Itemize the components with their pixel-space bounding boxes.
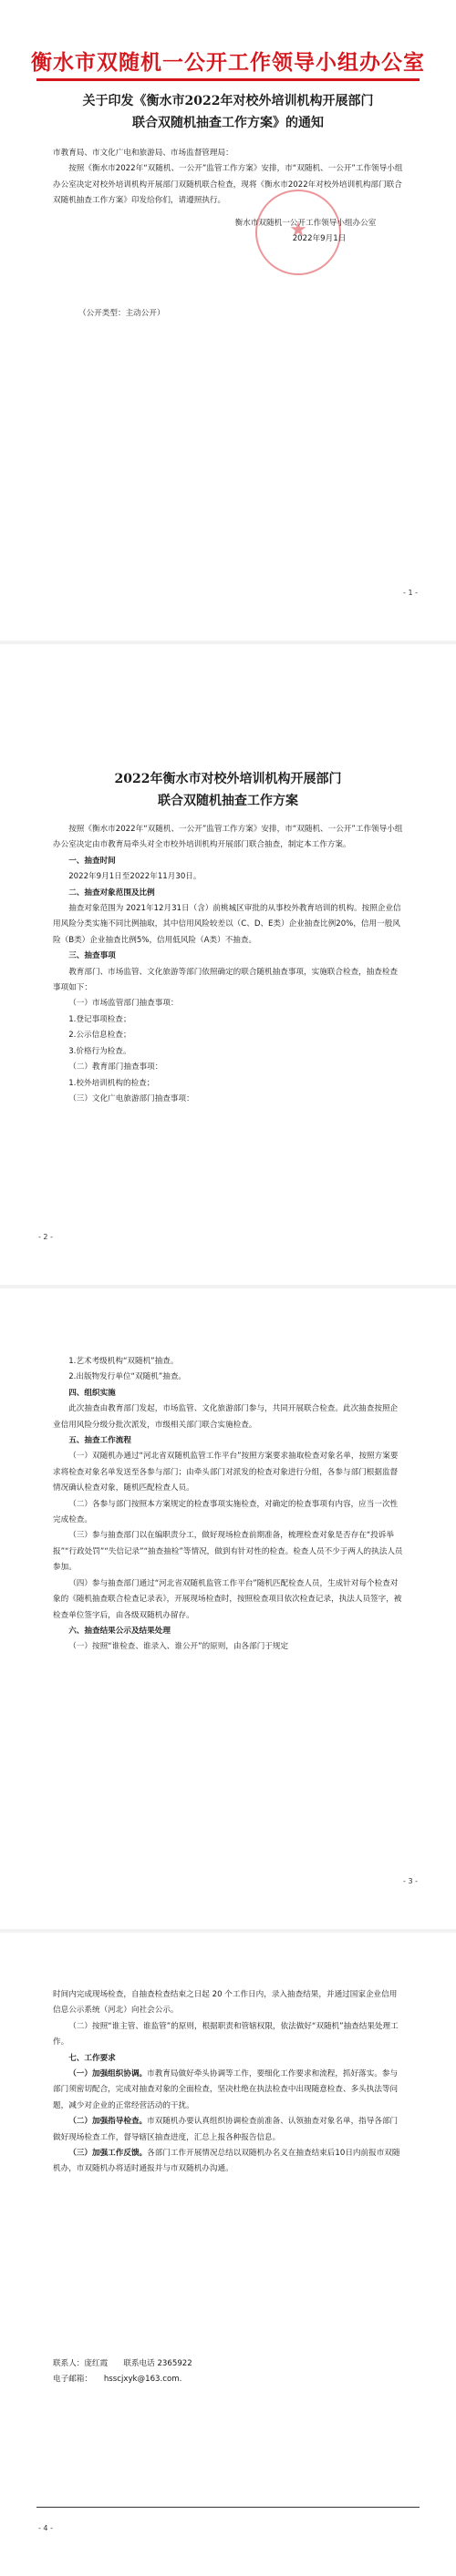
notice-title-line2: 联合双随机抽查工作方案》的通知 xyxy=(132,116,324,130)
list-item: 1.艺术考级机构“双随机”抽查。 xyxy=(68,1357,179,1366)
section-text: （一）按照“谁检查、谁录入、谁公开”的原则，由各部门于规定 xyxy=(68,1642,289,1652)
plan-title xyxy=(46,768,410,812)
notice-body xyxy=(53,146,403,210)
list-item: 3.价格行为检查。 xyxy=(68,1046,131,1056)
plan-title-line2: 联合双随机抽查工作方案 xyxy=(158,794,298,808)
page-number: - 1 - xyxy=(403,589,418,597)
subsection-heading: （二）教育部门抽查事项： xyxy=(68,1062,163,1072)
page-2 xyxy=(0,644,456,1285)
section-heading: 一、抽查时间 xyxy=(68,856,116,866)
requirement-lead: （二）加强指导检查。 xyxy=(68,2117,148,2127)
plan-body-end xyxy=(53,1987,403,2178)
sign-date: 2022年9月1日 xyxy=(292,234,347,243)
notice-title xyxy=(46,90,410,134)
section-text: 教育部门、市场监管、文化旅游等部门依照确定的联合随机抽查事项，实施联合检查，抽查检查事项如下： xyxy=(53,967,399,993)
section-heading: 三、抽查事项 xyxy=(68,951,116,961)
sign-organization: 衡水市双随机一公开工作领导小组办公室 xyxy=(234,219,377,228)
plan-title-line1: 2022年衡水市对校外培训机构开展部门 xyxy=(114,772,342,786)
requirement-paragraph xyxy=(53,2114,403,2146)
section-text: （一）双随机办通过“河北省双随机监管工作平台”按照方案要求抽取检查对象名单，按照方案要求将检查对象名单发送至各参与部门；由牵头部门对派发的检查对象进行分组，各参与部门根据监督情况确认检查对象，随机匹配检查人员。 xyxy=(53,1452,399,1493)
public-type: （公开类型：主动公开） xyxy=(78,309,165,318)
requirement-text: 市教育局做好牵头协调等工作，要细化工作要求和流程，抓好落实。参与部门须密切配合，完成对抽查对象的全面检查，坚决杜绝在执法检查中出现随意检查、多头执法等问题，减少对企业的正常经营活动的干扰。 xyxy=(53,2069,399,2110)
bottom-divider xyxy=(36,2507,420,2508)
list-item: 2.出版物发行单位“双随机”抽查。 xyxy=(68,1372,187,1382)
page-1 xyxy=(0,0,456,641)
list-item: 1.校外培训机构的检查； xyxy=(68,1078,155,1088)
page-number: - 3 - xyxy=(403,1877,418,1885)
signature-block xyxy=(228,216,383,247)
section-text: 2022年9月1日至2022年11月30日。 xyxy=(68,872,202,882)
section-heading: 六、抽查结果公示及结果处理 xyxy=(68,1626,171,1636)
requirement-paragraph xyxy=(53,2067,403,2114)
requirement-text: 各部门工作开展情况总结以双随机办名义在抽查结束后10日内前报市双随机办，市双随机办将适时通报并与市双随机办沟通。 xyxy=(53,2149,400,2174)
requirement-lead: （三）加强工作反馈。 xyxy=(68,2149,148,2159)
page-number: - 2 - xyxy=(38,1233,53,1241)
section-heading: 二、抽查对象范围及比例 xyxy=(68,888,155,898)
office-header: 衡水市双随机一公开工作领导小组办公室 xyxy=(31,50,425,75)
requirement-paragraph xyxy=(53,2146,403,2178)
section-text: 抽查对象范围为 2021年12月31日（含）前桃城区审批的从事校外教育培训的机构。按照企业信用风险分类实施不同比例抽取，其中信用风险较差以（C、D、E类）企业抽查比例20%，信用一般风险（B类）企业抽查比例5%，信用低风险（A类）不抽查。 xyxy=(53,904,401,945)
subsection-heading: （三）文化广电旅游部门抽查事项： xyxy=(68,1093,194,1103)
requirement-lead: （一）加强组织协调。 xyxy=(68,2069,148,2079)
section-text: （二）各参与部门按照本方案规定的检查事项实施检查，对确定的检查事项有内容，应当一次性完成检查。 xyxy=(53,1499,399,1525)
red-divider xyxy=(36,78,420,81)
section-text: （四）参与抽查部门通过“河北省双随机监管工作平台”随机匹配检查人员，生成针对每个检查对象的《随机抽查联合检查记录表》，开展现场检查时，按照检查项目依次检查记录，执法人员签字，被检查单位签字后，由各级双随机办留存。 xyxy=(53,1578,402,1620)
section-heading: 七、工作要求 xyxy=(68,2053,116,2063)
list-item: 1.登记事项检查； xyxy=(68,1014,131,1024)
contact-block xyxy=(53,2356,403,2388)
section-heading: 五、抽查工作流程 xyxy=(68,1436,131,1446)
section-text: 此次抽查由教育部门发起，市场监管、文化旅游部门参与，共同开展联合检查。此次抽查按照企业信用风险分级分批次派发，市级相关部门联合实施检查。 xyxy=(53,1404,399,1430)
requirement-text: 市双随机办要认真组织协调检查前准备、认领抽查对象名单，指导各部门做好现场检查工作，督导辖区抽查进度，汇总上报各种报告信息。 xyxy=(53,2117,399,2142)
list-item: 2.公示信息检查； xyxy=(68,1031,131,1041)
section-text: （三）参与抽查部门以在编职责分工，做好现场检查前期准备，梳理检查对象是否存在“投诉举报”“行政处罚”“失信记录”“抽查抽检”等情况，做到有针对性的检查。检查人员不少于两人的执法人员参加。 xyxy=(53,1531,403,1573)
subsection-heading: （一）市场监管部门抽查事项： xyxy=(68,999,179,1009)
page-3 xyxy=(0,1288,456,1929)
page-number: - 4 - xyxy=(38,2524,53,2532)
section-heading: 四、组织实施 xyxy=(68,1388,116,1398)
plan-intro: 按照《衡水市2022年“双随机、一公开”监管工作方案》安排，市“双随机、一公开”工作领导小组办公室决定由市教育局牵头对全市校外培训机构开展部门联合抽查，制定本工作方案。 xyxy=(53,825,403,850)
contact-person: 联系人：庞红霞 联系电话 2365922 xyxy=(53,2359,192,2368)
section-text: （二）按照“谁主管、谁监管”的原则，根据职责和管辖权限，依法做好“双随机”抽查结果处理工作。 xyxy=(53,2021,399,2047)
plan-body-continued xyxy=(53,1354,403,1656)
contact-email: 电子邮箱： hsscjxyk@163.com. xyxy=(53,2375,182,2385)
recipients: 市教育局、市文化广电和旅游局、市场监督管理局： xyxy=(53,149,233,158)
page-4 xyxy=(0,1933,456,2576)
notice-title-line1: 关于印发《衡水市2022年对校外培训机构开展部门 xyxy=(82,94,374,108)
plan-body xyxy=(53,822,403,1107)
section-text: 时间内完成现场检查，自抽查检查结束之日起 20 个工作日内，录入抽查结果，并通过国家企业信用信息公示系统（河北）向社会公示。 xyxy=(53,1990,398,2016)
notice-paragraph: 按照《衡水市2022年“双随机、一公开”监管工作方案》安排，市“双随机、一公开”工作领导小组办公室决定对校外培训机构开展部门双随机联合检查，现将《衡水市2022年对校外培训机构部门联合双随机抽查工作方案》印发给你们，请遵照执行。 xyxy=(53,164,403,206)
